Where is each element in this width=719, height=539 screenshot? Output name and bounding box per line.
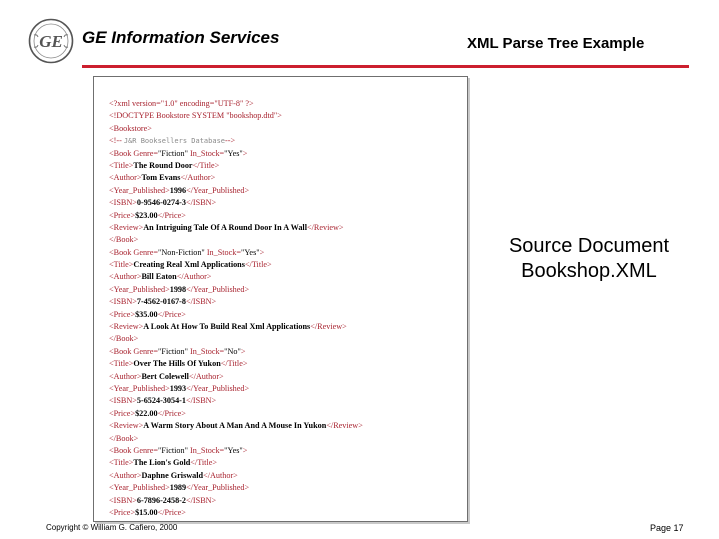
xml-line xyxy=(109,457,463,469)
xml-token: "Fiction" xyxy=(158,445,190,455)
xml-token: <ISBN> xyxy=(109,495,137,505)
xml-line xyxy=(109,271,463,283)
xml-line xyxy=(109,259,463,271)
xml-token: 0-9546-0274-3 xyxy=(136,198,187,208)
xml-token: </ISBN> xyxy=(186,396,217,406)
xml-token: </Price> xyxy=(157,507,186,517)
xml-token: </Review> xyxy=(306,222,344,232)
xml-token: <Title> xyxy=(109,458,134,468)
xml-token: <Price> xyxy=(109,408,136,418)
xml-token: J&R Booksellers Database xyxy=(123,137,226,146)
xml-line xyxy=(109,197,463,209)
xml-token: $22.00 xyxy=(135,408,158,418)
xml-line xyxy=(109,495,463,507)
xml-line xyxy=(109,420,463,432)
xml-token: "Fiction" xyxy=(158,148,190,158)
xml-token: A Look At How To Build Real Xml Applications xyxy=(143,322,311,332)
xml-line xyxy=(109,110,463,122)
copyright-notice: Copyright © William G. Cafiero, 2000 xyxy=(46,523,178,532)
xml-token: $35.00 xyxy=(135,309,158,319)
xml-token: <Price> xyxy=(109,309,136,319)
xml-token: </Year_Published> xyxy=(186,383,250,393)
xml-token: Over The Hills Of Yukon xyxy=(133,359,221,369)
xml-token: Daphne Griswald xyxy=(141,470,204,480)
xml-token: <Year_Published> xyxy=(109,185,170,195)
xml-token: </Price> xyxy=(157,408,186,418)
xml-token: <ISBN> xyxy=(109,396,137,406)
xml-token: <Book xyxy=(109,148,134,158)
xml-token: </ISBN> xyxy=(186,495,217,505)
xml-token: "Yes" xyxy=(241,247,260,257)
xml-token: "Yes" xyxy=(224,148,243,158)
xml-token: <?xml version="1.0" encoding="UTF-8" ?> xyxy=(109,99,254,108)
xml-line xyxy=(109,135,463,147)
xml-token: <Book xyxy=(109,346,134,356)
xml-token: In_Stock= xyxy=(189,445,225,455)
xml-token: <Bookstore> xyxy=(109,123,152,133)
xml-line xyxy=(109,433,463,445)
xml-token: </Author> xyxy=(188,371,224,381)
xml-line xyxy=(109,408,463,420)
xml-token: 7-4562-0167-8 xyxy=(136,297,187,307)
xml-token: <!DOCTYPE Bookstore SYSTEM "bookshop.dtd"> xyxy=(109,111,282,121)
xml-line xyxy=(109,358,463,370)
xml-token: <Author> xyxy=(109,470,142,480)
xml-line xyxy=(109,222,463,234)
xml-token: --> xyxy=(225,136,236,146)
xml-token: </Title> xyxy=(244,260,272,270)
xml-token: </Author> xyxy=(180,173,216,183)
xml-token: </Year_Published> xyxy=(186,284,250,294)
xml-line xyxy=(109,185,463,197)
xml-line xyxy=(109,123,463,135)
xml-token: > xyxy=(242,148,248,158)
xml-line xyxy=(109,309,463,321)
xml-token: Genre= xyxy=(133,247,159,257)
xml-token: Genre= xyxy=(133,445,159,455)
xml-token: Bert Colewell xyxy=(141,371,189,381)
xml-token: "Yes" xyxy=(224,445,243,455)
page-number: Page 17 xyxy=(650,523,684,533)
xml-token: </Year_Published> xyxy=(186,483,250,493)
xml-token: </Title> xyxy=(220,359,248,369)
xml-line xyxy=(109,247,463,259)
xml-token: 5-6524-3054-1 xyxy=(136,396,187,406)
xml-token: In_Stock= xyxy=(189,148,225,158)
xml-token: </Author> xyxy=(176,272,212,282)
xml-token: </Title> xyxy=(190,458,217,468)
xml-line xyxy=(109,470,463,482)
xml-token: <Title> xyxy=(109,160,134,170)
xml-token: </Price> xyxy=(157,309,186,319)
xml-token: In_Stock= xyxy=(189,346,225,356)
brand-name: GE Information Services xyxy=(82,28,280,47)
xml-line xyxy=(109,234,463,246)
xml-token: <Review> xyxy=(109,322,144,332)
xml-token: </ISBN> xyxy=(186,198,217,208)
xml-line xyxy=(109,482,463,494)
xml-listing xyxy=(109,98,463,519)
xml-token: <Price> xyxy=(109,507,136,517)
xml-token: <Year_Published> xyxy=(109,483,170,493)
xml-token: <Book xyxy=(109,247,134,257)
xml-token: <Year_Published> xyxy=(109,284,170,294)
xml-token: <!-- xyxy=(109,136,124,146)
xml-source-document xyxy=(93,76,468,522)
xml-token: $23.00 xyxy=(135,210,158,220)
xml-token: 6-7896-2458-2 xyxy=(136,495,187,505)
xml-token: <Author> xyxy=(109,371,142,381)
xml-token: "No" xyxy=(224,346,241,356)
xml-token: Creating Real Xml Applications xyxy=(133,260,245,270)
xml-token: An Intriguing Tale Of A Round Door In A Wall xyxy=(143,222,307,232)
xml-token: </Review> xyxy=(326,421,363,431)
xml-token: <Year_Published> xyxy=(109,383,170,393)
xml-token: <ISBN> xyxy=(109,297,137,307)
xml-token: </ISBN> xyxy=(186,297,217,307)
xml-token: 1989 xyxy=(169,483,187,493)
xml-token: </Price> xyxy=(157,210,186,220)
xml-token: > xyxy=(242,445,248,455)
xml-token: </Review> xyxy=(310,322,347,332)
xml-token: "Non-Fiction" xyxy=(158,247,207,257)
xml-token: <Author> xyxy=(109,272,142,282)
xml-line xyxy=(109,346,463,358)
caption-line-2: Bookshop.XML xyxy=(521,260,657,282)
xml-token: $15.00 xyxy=(135,507,158,517)
xml-token: </Title> xyxy=(192,160,220,170)
xml-token: <Author> xyxy=(109,173,142,183)
xml-token: <Review> xyxy=(109,421,144,431)
xml-token: The Lion's Gold xyxy=(133,458,191,468)
xml-line xyxy=(109,172,463,184)
xml-line xyxy=(109,333,463,345)
xml-token: <Review> xyxy=(109,222,144,232)
xml-token: 1993 xyxy=(169,383,187,393)
xml-token: </Book> xyxy=(109,235,139,245)
xml-line xyxy=(109,284,463,296)
xml-token: </Book> xyxy=(109,334,139,344)
xml-token: </Book> xyxy=(109,433,139,443)
xml-line xyxy=(109,160,463,172)
xml-token: In_Stock= xyxy=(206,247,241,257)
svg-text:GE: GE xyxy=(39,32,63,51)
xml-token: > xyxy=(259,247,265,257)
xml-line xyxy=(109,98,463,110)
xml-line xyxy=(109,321,463,333)
xml-token: Genre= xyxy=(133,148,159,158)
xml-token: "Fiction" xyxy=(158,346,190,356)
xml-token: <Title> xyxy=(109,359,134,369)
xml-line xyxy=(109,210,463,222)
xml-token: A Warm Story About A Man And A Mouse In Yukon xyxy=(143,421,327,431)
xml-line xyxy=(109,395,463,407)
header-rule xyxy=(82,65,689,68)
xml-line xyxy=(109,296,463,308)
xml-token: The Round Door xyxy=(133,160,193,170)
source-caption xyxy=(484,234,694,284)
xml-token: </Author> xyxy=(203,470,238,480)
xml-token: > xyxy=(240,346,246,356)
xml-token: <ISBN> xyxy=(109,198,137,208)
slide-title: XML Parse Tree Example xyxy=(467,35,645,52)
ge-logo xyxy=(28,18,74,64)
xml-token: Genre= xyxy=(133,346,159,356)
xml-line xyxy=(109,371,463,383)
xml-token: Tom Evans xyxy=(141,173,181,183)
xml-token: <Price> xyxy=(109,210,136,220)
xml-token: 1998 xyxy=(169,284,187,294)
xml-token: </Year_Published> xyxy=(186,185,250,195)
xml-token: <Title> xyxy=(109,260,134,270)
xml-token: 1996 xyxy=(169,185,187,195)
xml-token: Bill Eaton xyxy=(141,272,177,282)
xml-line xyxy=(109,507,463,519)
xml-line xyxy=(109,445,463,457)
xml-line xyxy=(109,383,463,395)
caption-line-1: Source Document xyxy=(508,235,670,257)
xml-token: <Book xyxy=(109,445,134,455)
xml-line xyxy=(109,148,463,160)
